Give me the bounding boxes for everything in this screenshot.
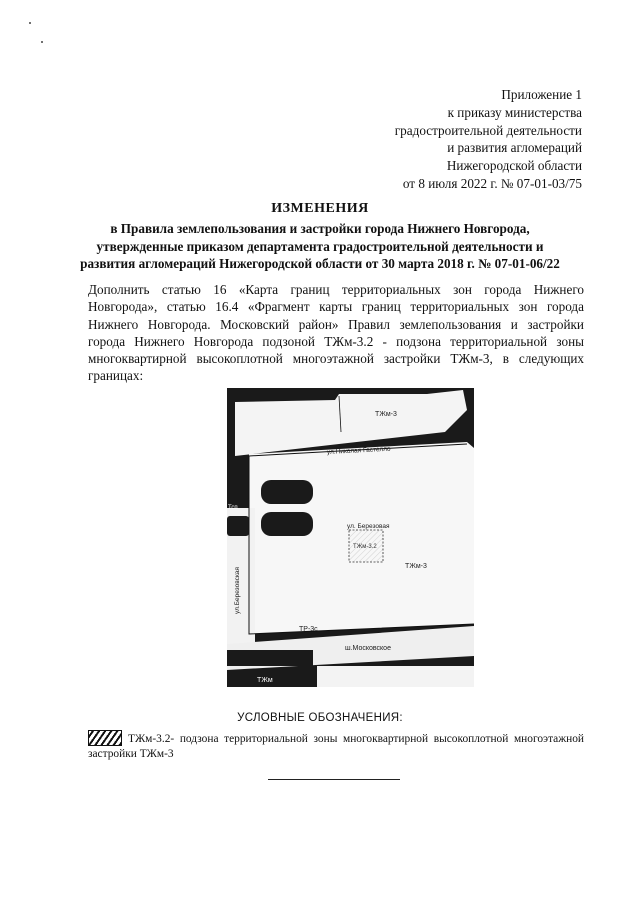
body-line: границах: <box>88 368 144 384</box>
legend-title: УСЛОВНЫЕ ОБОЗНАЧЕНИЯ: <box>237 712 403 724</box>
appendix-line: Нижегородской области <box>446 158 582 174</box>
map-label-zone-bottom: ТЖм <box>257 677 273 684</box>
appendix-line: от 8 июля 2022 г. № 07-01-03/75 <box>402 175 582 191</box>
subtitle-line: утвержденные приказом департамента градостроительной деятельности и <box>96 238 544 254</box>
body-line: многоквартирной высокоплотной многоэтажной застройки ТЖм-3, в следующих <box>88 351 584 367</box>
appendix-line: градостроительной деятельности <box>394 122 582 138</box>
body-paragraph <box>88 281 584 385</box>
scan-speck <box>29 22 31 24</box>
map-label-street-top: ул.Николая Гастелло <box>326 445 391 456</box>
appendix-line: к приказу министерства <box>447 104 582 120</box>
subtitle-line: в Правила землепользования и застройки города Нижнего Новгорода, <box>110 221 530 236</box>
body-line: Новгорода», статью 16.4 «Фрагмент карты границ территориальных зон города <box>88 299 584 315</box>
map-label-zone-main: ТЖм-3 <box>405 563 427 570</box>
map-building <box>261 480 313 504</box>
appendix-line: Приложение 1 <box>501 87 582 102</box>
map-label-zone-top: ТЖм-3 <box>375 411 397 418</box>
body-line: Дополнить статью 16 «Карта границ территориальных зон города Нижнего <box>88 282 584 297</box>
body-line: Нижнего Новгорода. Московский район» Правил землепользования и застройки <box>88 316 584 332</box>
zone-map <box>227 388 474 687</box>
map-label-transport: ТР-3с <box>299 626 318 633</box>
map-label-edge: Тсп <box>228 505 238 511</box>
appendix-line: и развития агломераций <box>447 140 582 156</box>
map-label-subzone: ТЖм-3.2 <box>353 544 377 550</box>
map-label-highway: ш.Московское <box>345 645 391 652</box>
legend-text: ТЖм-3.2- подзона территориальной зоны многоквартирной высокоплотной многоэтажной застройки ТЖм-3 <box>88 733 584 760</box>
map-building <box>227 482 249 500</box>
bottom-rule <box>268 779 400 780</box>
map-building <box>227 516 249 536</box>
subtitle-line: развития агломераций Нижегородской области от 30 марта 2018 г. № 07-01-06/22 <box>80 256 560 271</box>
appendix-header <box>322 86 582 193</box>
map-building <box>227 650 313 666</box>
document-subtitle <box>40 220 600 273</box>
map-label-street-left: ул.Березовская <box>234 567 241 614</box>
map-bottom-strip <box>317 666 474 687</box>
body-line: города Нижнего Новгорода подзоной ТЖм-3.2 - подзона территориальной зоны <box>88 333 584 349</box>
scan-speck <box>41 41 43 43</box>
map-label-street-center: ул. Березовая <box>347 523 390 530</box>
document-title: ИЗМЕНЕНИЯ <box>271 201 369 216</box>
map-building <box>261 512 313 536</box>
